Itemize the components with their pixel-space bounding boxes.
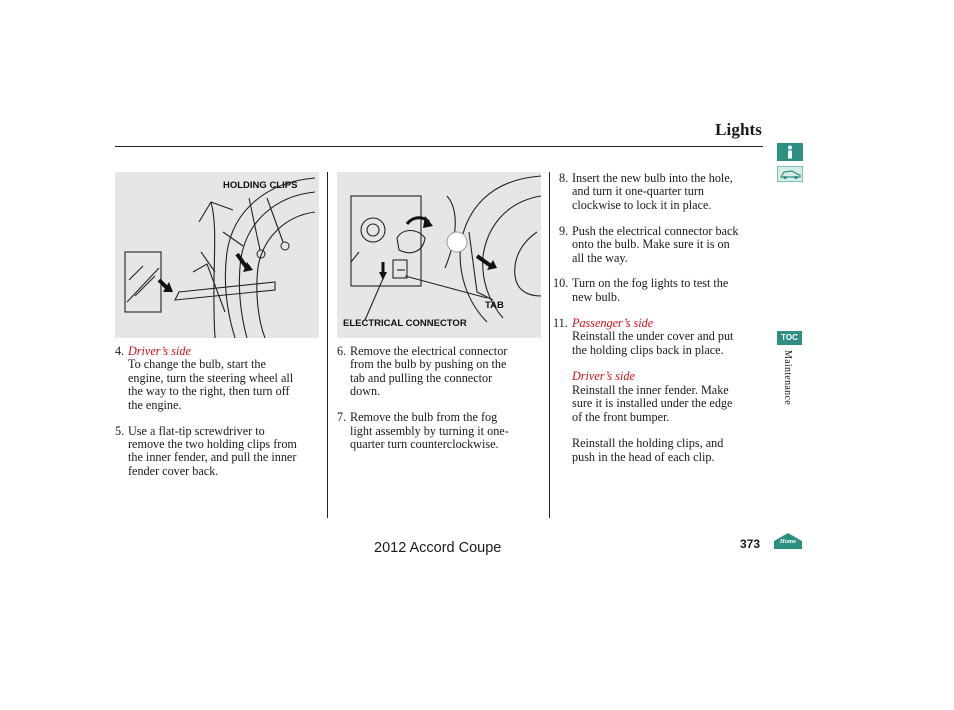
step-number: 6. bbox=[337, 344, 347, 358]
home-button[interactable] bbox=[774, 533, 802, 549]
step-number: 10. bbox=[553, 276, 569, 291]
toc-label: TOC bbox=[781, 333, 798, 342]
step-7 bbox=[337, 411, 547, 451]
step-text-line: of the front bumper. bbox=[572, 409, 670, 424]
step-10 bbox=[553, 277, 765, 304]
step-text-line: all the way. bbox=[572, 250, 628, 265]
step-text-line: Push the electrical connector back bbox=[572, 223, 739, 238]
tab-caption: TAB bbox=[485, 300, 504, 311]
step-text-line: Remove the electrical connector bbox=[350, 344, 508, 358]
step-number: 9. bbox=[559, 223, 569, 238]
drivers-side-label: Driver’s side bbox=[128, 344, 191, 358]
section-label: Maintenance bbox=[782, 350, 793, 405]
step-text-line: Remove the bulb from the fog bbox=[350, 410, 498, 425]
car-icon bbox=[777, 166, 803, 182]
step-number: 8. bbox=[559, 171, 569, 185]
electrical-connector-figure bbox=[337, 172, 541, 338]
step-text-line: fender cover back. bbox=[128, 463, 219, 478]
info-icon bbox=[777, 143, 803, 161]
header-rule bbox=[115, 146, 763, 147]
step-number: 11. bbox=[553, 315, 568, 330]
step-number: 7. bbox=[337, 410, 347, 425]
column-2 bbox=[337, 345, 547, 464]
step-text-line: To change the bulb, start the bbox=[128, 357, 266, 372]
step-text-line: from the bulb by pushing on the bbox=[350, 357, 507, 372]
toc-button[interactable] bbox=[777, 331, 802, 345]
step-6 bbox=[337, 345, 547, 399]
drivers-side-label: Driver’s side bbox=[572, 369, 635, 384]
step-text-line: Turn on the fog lights to test the bbox=[572, 276, 729, 291]
step-text-line: the engine. bbox=[128, 397, 182, 412]
step-text-line: light assembly by turning it one- bbox=[350, 423, 509, 438]
car-index-button[interactable] bbox=[777, 166, 803, 182]
info-button[interactable] bbox=[777, 143, 803, 161]
step-text-line: sure it is installed under the edge bbox=[572, 396, 733, 411]
step-text-line: Insert the new bulb into the hole, bbox=[572, 171, 733, 185]
step-4 bbox=[115, 345, 325, 412]
step-text-line: the holding clips back in place. bbox=[572, 342, 724, 357]
home-label: Home bbox=[779, 538, 797, 545]
electrical-connector-caption: ELECTRICAL CONNECTOR bbox=[343, 318, 467, 329]
column-1 bbox=[115, 345, 325, 491]
step-text-line: quarter turn counterclockwise. bbox=[350, 436, 499, 451]
step-text-line: Reinstall the under cover and put bbox=[572, 329, 734, 344]
step-5 bbox=[115, 425, 325, 479]
step-text-line: Reinstall the inner fender. Make bbox=[572, 382, 729, 397]
step-11 bbox=[553, 317, 765, 464]
step-8 bbox=[553, 172, 765, 212]
step-text-line: the inner fender, and pull the inner bbox=[128, 450, 297, 465]
passengers-side-label: Passenger’s side bbox=[572, 315, 654, 330]
holding-clips-figure bbox=[115, 172, 319, 338]
fender-illustration bbox=[115, 172, 319, 338]
step-text-line: clockwise to lock it in place. bbox=[572, 197, 712, 212]
step-text-line: Use a flat-tip screwdriver to bbox=[128, 423, 265, 438]
step-text-line: Reinstall the holding clips, and bbox=[572, 436, 724, 451]
step-9 bbox=[553, 225, 765, 265]
step-text-line: down. bbox=[350, 384, 381, 399]
column-divider-1 bbox=[327, 172, 328, 518]
step-text-line: and turn it one-quarter turn bbox=[572, 184, 704, 199]
fog-light-illustration bbox=[337, 172, 541, 338]
step-text-line: engine, turn the steering wheel all bbox=[128, 370, 294, 385]
step-text-line: new bulb. bbox=[572, 289, 621, 304]
step-text-line: onto the bulb. Make sure it is on bbox=[572, 237, 730, 252]
step-text-line: remove the two holding clips from bbox=[128, 436, 297, 451]
page-title: Lights bbox=[715, 120, 762, 139]
step-number: 4. bbox=[115, 344, 125, 358]
step-text-line: the way to the right, then turn off bbox=[128, 384, 290, 399]
column-3 bbox=[553, 172, 765, 477]
footer-model: 2012 Accord Coupe bbox=[374, 540, 502, 556]
page-number: 373 bbox=[740, 537, 761, 551]
step-text-line: push in the head of each clip. bbox=[572, 449, 715, 464]
holding-clips-caption: HOLDING CLIPS bbox=[223, 180, 298, 191]
step-number: 5. bbox=[115, 423, 125, 438]
step-text-line: tab and pulling the connector bbox=[350, 370, 493, 385]
column-divider-2 bbox=[549, 172, 550, 518]
